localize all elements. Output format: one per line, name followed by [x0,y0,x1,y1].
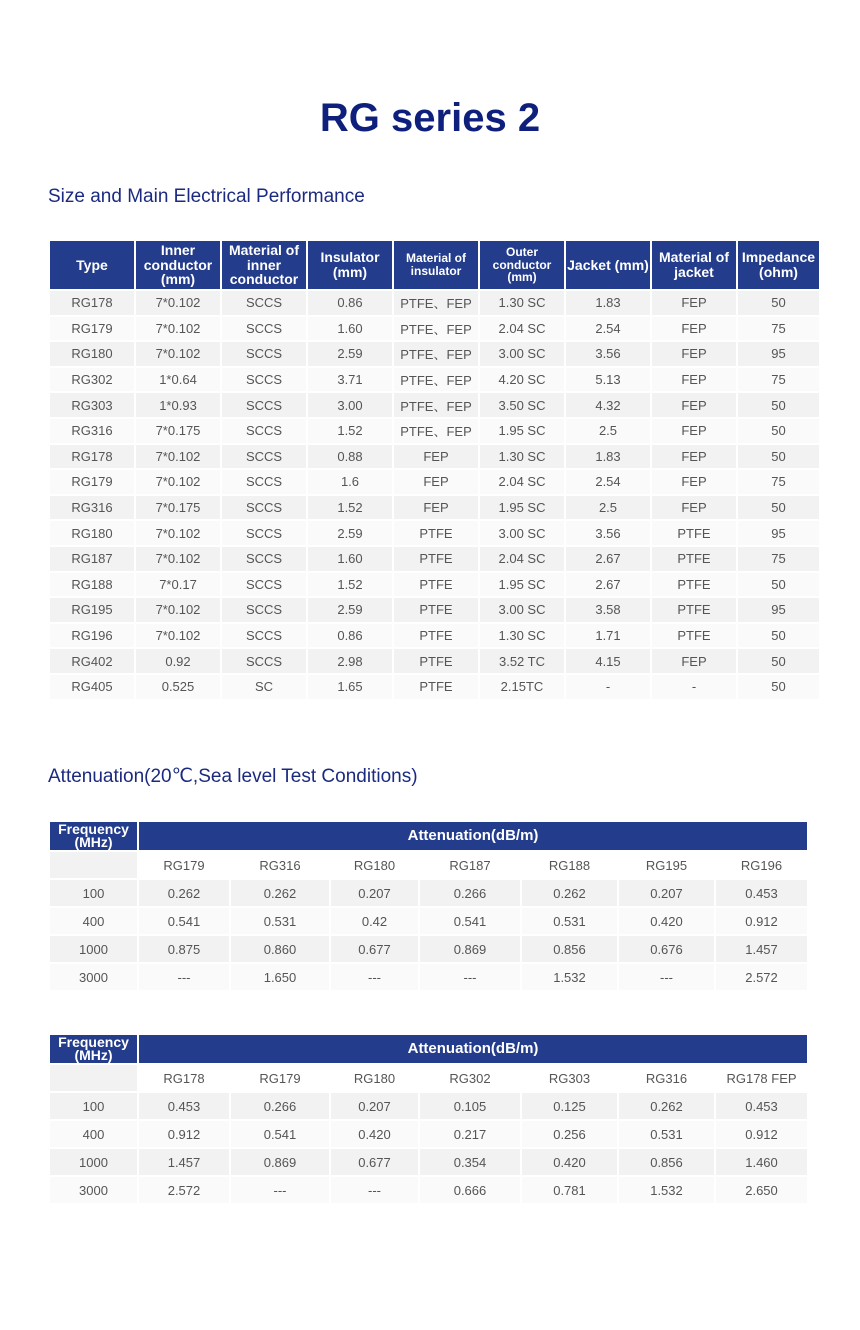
table-cell: 3.00 SC [480,521,564,545]
table-cell: RG179 [50,470,134,494]
table-cell: SCCS [222,368,306,392]
col-header-material-jacket: Material of jacket [652,241,736,289]
table-cell: 1.52 [308,573,392,597]
table-cell: FEP [652,470,736,494]
table-cell: 5.13 [566,368,650,392]
attenuation-cell: 0.781 [522,1177,617,1203]
table-cell: 2.67 [566,573,650,597]
table-row [50,419,819,443]
table-cell: 7*0.102 [136,291,220,315]
table-cell: RG178 [50,291,134,315]
table-cell: FEP [652,445,736,469]
table-row [50,445,819,469]
attenuation-cell: 1.532 [522,964,617,990]
table-cell: 2.04 SC [480,547,564,571]
table-row [50,908,807,934]
table-cell: PTFE [394,649,478,673]
table-cell: SCCS [222,573,306,597]
table-cell: RG316 [50,419,134,443]
table-row [50,880,807,906]
table-row [50,936,807,962]
table-cell: 3.71 [308,368,392,392]
size-table-header-row [50,241,819,289]
blank-cell [50,1065,137,1091]
col-header-material-inner: Material of inner conductor [222,241,306,289]
model-header: RG302 [420,1065,520,1091]
table-cell: 1.71 [566,624,650,648]
table-cell: FEP [652,649,736,673]
table-row [50,1093,807,1119]
model-header: RG179 [231,1065,329,1091]
attenuation-cell: 0.105 [420,1093,520,1119]
table-cell: 1.30 SC [480,291,564,315]
table-cell: 7*0.102 [136,624,220,648]
table-cell: SC [222,675,306,699]
table-row [50,598,819,622]
table-cell: PTFE [652,547,736,571]
table-cell: PTFE [394,598,478,622]
model-header: RG316 [231,852,329,878]
table-row [50,624,819,648]
attenuation-table-2 [48,1033,809,1205]
table-cell: 95 [738,521,819,545]
attenuation-cell: 0.541 [139,908,229,934]
table-cell: 95 [738,342,819,366]
table-cell: 1.83 [566,291,650,315]
attenuation-table-1-body [50,880,807,990]
table-cell: 2.98 [308,649,392,673]
table-cell: PTFE、FEP [394,419,478,443]
table-row [50,342,819,366]
col-header-jacket: Jacket (mm) [566,241,650,289]
blank-cell [50,852,137,878]
table-cell: FEP [394,470,478,494]
table-row [50,521,819,545]
table-cell: FEP [652,342,736,366]
attenuation-cell: 0.875 [139,936,229,962]
table-cell: PTFE [394,624,478,648]
table-cell: RG316 [50,496,134,520]
table-cell: 0.92 [136,649,220,673]
attenuation-cell: 0.860 [231,936,329,962]
model-header: RG179 [139,852,229,878]
table-cell: 2.59 [308,342,392,366]
table-cell: RG195 [50,598,134,622]
table-cell: 1.95 SC [480,496,564,520]
table-cell: 0.86 [308,291,392,315]
model-header: RG188 [522,852,617,878]
table-row [50,317,819,341]
model-header: RG180 [331,852,418,878]
table-cell: RG180 [50,521,134,545]
col-header-type: Type [50,241,134,289]
table-cell: 1.83 [566,445,650,469]
attenuation-cell: 2.572 [139,1177,229,1203]
attenuation-cell: 0.531 [619,1121,714,1147]
col-header-insulator: Insulator (mm) [308,241,392,289]
table-row [50,547,819,571]
table-cell: 7*0.175 [136,496,220,520]
table-cell: 7*0.102 [136,470,220,494]
model-header: RG316 [619,1065,714,1091]
table-cell: PTFE [652,624,736,648]
attenuation-cell: --- [231,1177,329,1203]
attenuation-cell: 1.532 [619,1177,714,1203]
attenuation-cell: 0.42 [331,908,418,934]
table-cell: PTFE [652,521,736,545]
attenuation-cell: 0.420 [331,1121,418,1147]
attenuation-cell: 0.676 [619,936,714,962]
frequency-cell: 400 [50,1121,137,1147]
table-cell: RG405 [50,675,134,699]
attenuation-table-2-body [50,1093,807,1203]
table-row [50,1121,807,1147]
table-cell: - [652,675,736,699]
table-cell: SCCS [222,649,306,673]
table-row [50,368,819,392]
table-row [50,675,819,699]
table-cell: FEP [394,496,478,520]
table-cell: 3.00 SC [480,598,564,622]
table-cell: 4.32 [566,393,650,417]
table-cell: 2.54 [566,317,650,341]
attenuation-cell: 0.531 [231,908,329,934]
table-cell: SCCS [222,342,306,366]
table-cell: 2.59 [308,598,392,622]
attenuation-cell: 0.666 [420,1177,520,1203]
page-title: RG series 2 [319,96,541,140]
frequency-cell: 1000 [50,1149,137,1175]
attenuation-cell: 2.650 [716,1177,807,1203]
table-cell: SCCS [222,419,306,443]
attenuation-cell: --- [420,964,520,990]
attenuation-cell: --- [619,964,714,990]
table-cell: PTFE [394,573,478,597]
attenuation-cell: 0.541 [231,1121,329,1147]
table-cell: 1.65 [308,675,392,699]
table-cell: PTFE [394,521,478,545]
table-cell: 1.52 [308,496,392,520]
table-cell: 2.5 [566,496,650,520]
table-cell: SCCS [222,393,306,417]
table-cell: SCCS [222,547,306,571]
table-cell: 75 [738,547,819,571]
attenuation-cell: 0.869 [231,1149,329,1175]
table-cell: PTFE、FEP [394,342,478,366]
table-cell: 50 [738,445,819,469]
table-cell: SCCS [222,470,306,494]
attenuation-table-1-header [50,822,807,850]
attenuation-cell: 1.650 [231,964,329,990]
table-cell: RG179 [50,317,134,341]
table-cell: - [566,675,650,699]
table-cell: 3.00 SC [480,342,564,366]
col-header-inner-conductor: Inner conductor (mm) [136,241,220,289]
attenuation-cell: 0.869 [420,936,520,962]
table-cell: RG302 [50,368,134,392]
table-cell: 7*0.17 [136,573,220,597]
table-cell: 50 [738,573,819,597]
table-cell: 1.52 [308,419,392,443]
attenuation-cell: 0.262 [231,880,329,906]
table-cell: 7*0.102 [136,598,220,622]
table-cell: 1.60 [308,317,392,341]
model-header: RG196 [716,852,807,878]
table-cell: 1.60 [308,547,392,571]
model-header: RG178 [139,1065,229,1091]
table-cell: 50 [738,675,819,699]
attenuation-header: Attenuation(dB/m) [139,1035,807,1063]
model-header-row [50,1065,807,1091]
attenuation-cell: 0.262 [522,880,617,906]
table-cell: RG303 [50,393,134,417]
attenuation-cell: 0.453 [716,1093,807,1119]
table-cell: SCCS [222,291,306,315]
table-cell: RG178 [50,445,134,469]
table-cell: SCCS [222,598,306,622]
frequency-header: Frequency (MHz) [50,1035,137,1063]
table-cell: 0.86 [308,624,392,648]
table-cell: 3.00 [308,393,392,417]
attenuation-cell: 0.531 [522,908,617,934]
attenuation-cell: 1.460 [716,1149,807,1175]
col-header-impedance: Impedance (ohm) [738,241,819,289]
attenuation-cell: 0.256 [522,1121,617,1147]
table-cell: 50 [738,419,819,443]
table-cell: 50 [738,393,819,417]
table-cell: 3.56 [566,521,650,545]
frequency-cell: 3000 [50,964,137,990]
table-cell: PTFE、FEP [394,393,478,417]
table-cell: FEP [652,317,736,341]
attenuation-cell: 0.912 [716,1121,807,1147]
table-cell: 1.95 SC [480,573,564,597]
table-cell: 7*0.102 [136,342,220,366]
attenuation-cell: 0.125 [522,1093,617,1119]
table-row [50,393,819,417]
table-cell: FEP [652,291,736,315]
attenuation-cell: 0.207 [619,880,714,906]
table-cell: 50 [738,624,819,648]
table-cell: 3.56 [566,342,650,366]
table-cell: PTFE、FEP [394,368,478,392]
table-cell: PTFE [652,573,736,597]
table-cell: 2.67 [566,547,650,571]
table-cell: 1.30 SC [480,624,564,648]
table-cell: SCCS [222,317,306,341]
attenuation-cell: 0.677 [331,936,418,962]
table-cell: 75 [738,470,819,494]
attenuation-cell: --- [139,964,229,990]
table-cell: 50 [738,291,819,315]
table-cell: 1.6 [308,470,392,494]
table-cell: RG180 [50,342,134,366]
attenuation-cell: 0.420 [619,908,714,934]
attenuation-cell: 0.207 [331,880,418,906]
attenuation-cell: 0.207 [331,1093,418,1119]
table-cell: 4.20 SC [480,368,564,392]
table-row [50,496,819,520]
table-cell: 0.88 [308,445,392,469]
attenuation-cell: --- [331,964,418,990]
table-cell: PTFE、FEP [394,291,478,315]
table-row [50,649,819,673]
size-section-heading: Size and Main Electrical Performance [48,186,365,207]
attenuation-cell: 0.354 [420,1149,520,1175]
attenuation-cell: 0.541 [420,908,520,934]
attenuation-cell: 0.856 [619,1149,714,1175]
attenuation-cell: 0.453 [716,880,807,906]
attenuation-table-1 [48,820,809,992]
table-row [50,291,819,315]
table-row [50,470,819,494]
table-cell: 2.54 [566,470,650,494]
table-cell: PTFE [652,598,736,622]
table-cell: 3.52 TC [480,649,564,673]
table-cell: 2.59 [308,521,392,545]
table-row [50,964,807,990]
model-header: RG195 [619,852,714,878]
frequency-cell: 1000 [50,936,137,962]
model-header: RG303 [522,1065,617,1091]
attenuation-cell: 0.912 [139,1121,229,1147]
table-cell: 7*0.102 [136,547,220,571]
table-row [50,1149,807,1175]
table-cell: 2.15TC [480,675,564,699]
table-cell: 1.30 SC [480,445,564,469]
table-cell: FEP [652,496,736,520]
attenuation-cell: 2.572 [716,964,807,990]
table-cell: FEP [652,419,736,443]
col-header-outer-conductor: Outer conductor (mm) [480,241,564,289]
attenuation-cell: 0.912 [716,908,807,934]
table-cell: SCCS [222,496,306,520]
frequency-header: Frequency (MHz) [50,822,137,850]
attenuation-cell: 0.262 [619,1093,714,1119]
model-header: RG180 [331,1065,418,1091]
frequency-cell: 400 [50,908,137,934]
table-cell: SCCS [222,445,306,469]
table-cell: 50 [738,496,819,520]
table-cell: 95 [738,598,819,622]
attenuation-cell: 0.420 [522,1149,617,1175]
table-cell: 3.50 SC [480,393,564,417]
model-header: RG187 [420,852,520,878]
table-cell: 1*0.64 [136,368,220,392]
table-cell: PTFE、FEP [394,317,478,341]
table-cell: FEP [394,445,478,469]
table-cell: RG402 [50,649,134,673]
frequency-cell: 100 [50,1093,137,1119]
table-cell: 75 [738,317,819,341]
table-cell: 2.5 [566,419,650,443]
table-cell: 0.525 [136,675,220,699]
table-row [50,1177,807,1203]
table-cell: 3.58 [566,598,650,622]
table-cell: SCCS [222,624,306,648]
table-cell: FEP [652,368,736,392]
table-row [50,573,819,597]
attenuation-cell: 0.266 [231,1093,329,1119]
table-cell: 7*0.102 [136,445,220,469]
frequency-cell: 100 [50,880,137,906]
table-cell: RG187 [50,547,134,571]
attenuation-cell: 0.453 [139,1093,229,1119]
table-cell: 2.04 SC [480,317,564,341]
attenuation-table-2-header [50,1035,807,1063]
table-cell: 7*0.102 [136,521,220,545]
attenuation-cell: 0.262 [139,880,229,906]
size-performance-table [48,239,821,701]
model-header-row [50,852,807,878]
table-cell: RG188 [50,573,134,597]
attenuation-cell: 0.856 [522,936,617,962]
attenuation-section-heading: Attenuation(20℃,Sea level Test Conditions) [48,766,418,787]
attenuation-cell: 0.677 [331,1149,418,1175]
table-cell: 7*0.175 [136,419,220,443]
table-cell: 2.04 SC [480,470,564,494]
table-cell: PTFE [394,547,478,571]
table-cell: FEP [652,393,736,417]
size-table-body [50,291,819,699]
attenuation-cell: 0.266 [420,880,520,906]
table-cell: 50 [738,649,819,673]
attenuation-cell: 1.457 [139,1149,229,1175]
table-cell: 7*0.102 [136,317,220,341]
table-cell: 75 [738,368,819,392]
attenuation-cell: 0.217 [420,1121,520,1147]
col-header-material-insulator: Material of insulator [394,241,478,289]
attenuation-cell: --- [331,1177,418,1203]
table-cell: 4.15 [566,649,650,673]
table-cell: SCCS [222,521,306,545]
table-cell: RG196 [50,624,134,648]
table-cell: PTFE [394,675,478,699]
table-cell: 1.95 SC [480,419,564,443]
attenuation-header: Attenuation(dB/m) [139,822,807,850]
frequency-cell: 3000 [50,1177,137,1203]
table-cell: 1*0.93 [136,393,220,417]
model-header: RG178 FEP [716,1065,807,1091]
attenuation-cell: 1.457 [716,936,807,962]
